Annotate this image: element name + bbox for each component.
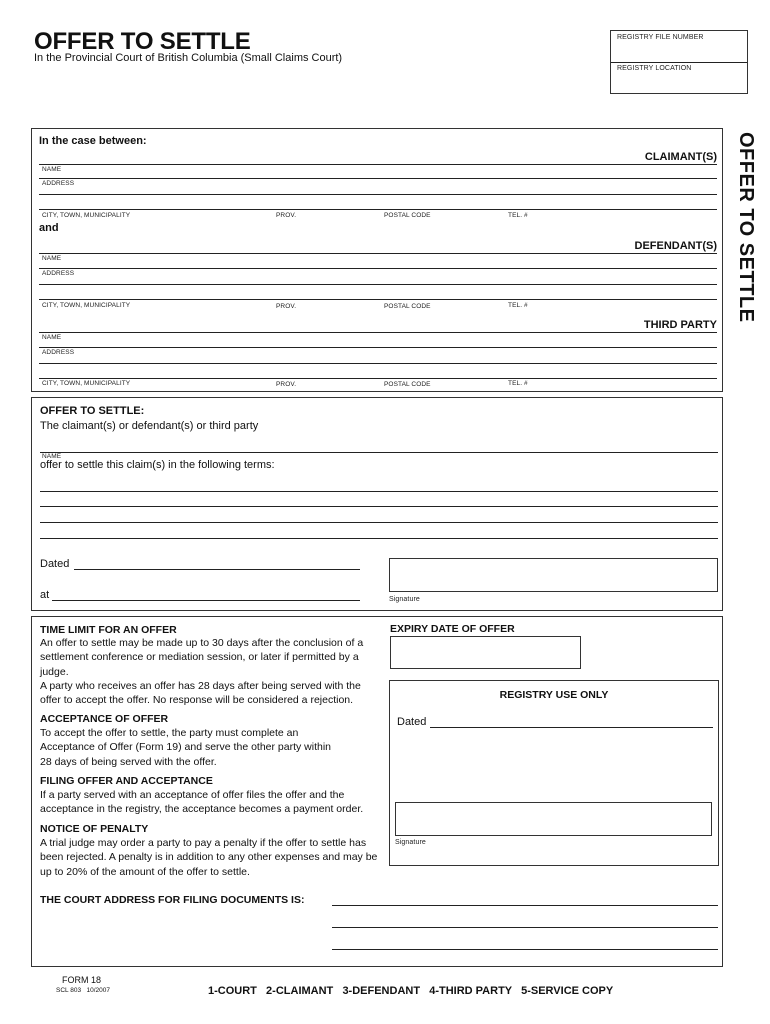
offer-heading: OFFER TO SETTLE: [40, 405, 145, 417]
third-party-city-label: CITY, TOWN, MUNICIPALITY [42, 380, 131, 387]
offer-at-field[interactable] [52, 587, 360, 601]
offering-party-name-field[interactable] [40, 436, 718, 452]
acceptance-heading: ACCEPTANCE OF OFFER [40, 713, 169, 725]
claimant-name-field[interactable] [39, 165, 717, 178]
registry-dated-label: Dated [397, 716, 427, 728]
expiry-date-field[interactable] [390, 636, 581, 669]
defendant-name-field[interactable] [39, 254, 717, 268]
registry-use-box [389, 680, 719, 866]
court-address-field[interactable] [332, 891, 718, 949]
registry-location-label: REGISTRY LOCATION [617, 65, 692, 72]
defendant-prov-label: PROV. [276, 303, 297, 310]
claimant-prov-label: PROV. [276, 212, 297, 219]
offer-signature-label: Signature [389, 596, 420, 603]
registry-use-heading: REGISTRY USE ONLY [499, 689, 609, 701]
registry-signature-label: Signature [395, 839, 426, 846]
defendant-tel-label: TEL. # [508, 302, 528, 309]
terms-intro: offer to settle this claim(s) in the following terms: [40, 459, 275, 471]
registry-file-number-field[interactable] [611, 43, 747, 62]
registry-signature-field[interactable] [395, 802, 712, 836]
offer-at-label: at [40, 589, 50, 601]
third-party-postal-label: POSTAL CODE [384, 381, 431, 388]
time-limit-text: An offer to settle may be made up to 30 days after the conclusion of a settlement conference or mediation session, or later if permitted by a judge. [40, 637, 364, 678]
offer-dated-label: Dated [40, 558, 70, 570]
offer-intro: The claimant(s) or defendant(s) or third party [40, 420, 259, 432]
court-address-label: THE COURT ADDRESS FOR FILING DOCUMENTS IS: [40, 894, 305, 906]
form-code: SCL 803 10/2007 [56, 987, 110, 994]
third-party-address-label: ADDRESS [42, 349, 75, 356]
offer-terms-field[interactable] [40, 478, 718, 540]
side-title: OFFER TO SETTLE [735, 132, 757, 323]
copy-distribution: 1-COURT 2-CLAIMANT 3-DEFENDANT 4-THIRD PARTY 5-SERVICE COPY [208, 985, 614, 997]
claimant-city-label: CITY, TOWN, MUNICIPALITY [42, 212, 131, 219]
registry-file-number-label: REGISTRY FILE NUMBER [617, 34, 704, 41]
claimant-label: CLAIMANT(S) [644, 151, 717, 163]
third-party-label: THIRD PARTY [643, 319, 717, 331]
penalty-heading: NOTICE OF PENALTY [40, 823, 149, 835]
expiry-heading: EXPIRY DATE OF OFFER [390, 623, 515, 635]
defendant-city-label: CITY, TOWN, MUNICIPALITY [42, 302, 131, 309]
defendant-name-label: NAME [42, 255, 62, 262]
defendant-postal-label: POSTAL CODE [384, 303, 431, 310]
filing-heading: FILING OFFER AND ACCEPTANCE [40, 775, 213, 787]
offering-party-name-label: NAME [42, 453, 62, 460]
offer-signature-field[interactable] [389, 558, 718, 592]
third-party-name-label: NAME [42, 334, 62, 341]
acceptance-text: To accept the offer to settle, the party must complete an Acceptance of Offer (Form 19) and serve the other party within 28 days of being served with the offer. [40, 727, 332, 768]
third-party-prov-label: PROV. [276, 381, 297, 388]
claimant-address-label: ADDRESS [42, 180, 75, 187]
info-section [31, 616, 723, 967]
claimant-postal-label: POSTAL CODE [384, 212, 431, 219]
time-limit-text-2: A party who receives an offer has 28 days after being served with the offer to accept the offer. No response will be considered a rejection. [40, 680, 361, 707]
parties-section [31, 128, 723, 392]
registry-box [610, 30, 748, 94]
penalty-text: A trial judge may order a party to pay a penalty if the offer to settle has been rejected. A penalty is in addition to any other expenses and may be up to 20% of the amount of the offer to settle. [40, 837, 378, 878]
registry-dated-field[interactable] [430, 713, 713, 728]
registry-location-field[interactable] [611, 75, 747, 93]
defendant-address-label: ADDRESS [42, 270, 75, 277]
time-limit-heading: TIME LIMIT FOR AN OFFER [40, 624, 177, 636]
third-party-tel-label: TEL. # [508, 380, 528, 387]
claimant-tel-label: TEL. # [508, 212, 528, 219]
third-party-name-field[interactable] [39, 333, 717, 347]
parties-heading: In the case between: [39, 135, 147, 147]
form-number: FORM 18 [62, 975, 102, 985]
page-title: OFFER TO SETTLE [34, 28, 251, 55]
page-subtitle: In the Provincial Court of British Columbia (Small Claims Court) [34, 52, 343, 64]
filing-text: If a party served with an acceptance of offer files the offer and the acceptance in the registry, the acceptance becomes a payment order. [40, 789, 364, 816]
offer-dated-field[interactable] [74, 556, 360, 570]
claimant-name-label: NAME [42, 166, 62, 173]
defendant-label: DEFENDANT(S) [634, 240, 717, 252]
offer-section [31, 397, 723, 611]
and-label: and [39, 222, 59, 234]
